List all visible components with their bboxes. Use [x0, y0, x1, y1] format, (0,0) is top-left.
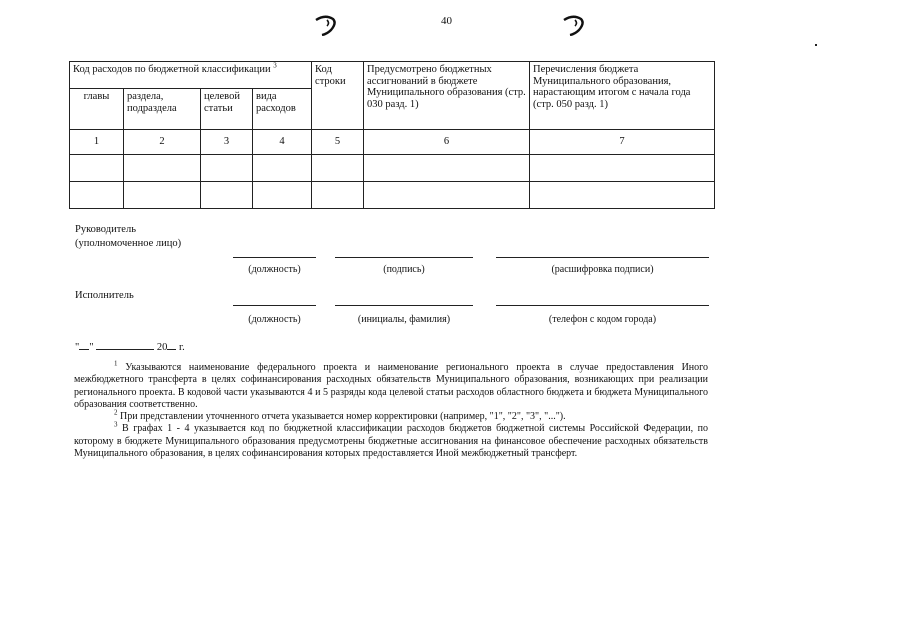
- head-label: Руководитель (уполномоченное лицо): [75, 224, 182, 249]
- head-name-line[interactable]: [496, 257, 709, 258]
- head-signature-line[interactable]: [335, 257, 473, 258]
- table-cell[interactable]: [530, 182, 715, 209]
- footnote-2: $^2$ При представлении уточненного отчета указывается номер корректировки (например, "1", "2", "3", "...").: [114, 408, 566, 423]
- table-cell[interactable]: [312, 182, 364, 209]
- table-cell[interactable]: [364, 155, 530, 182]
- year-blank[interactable]: [167, 340, 176, 350]
- executor-phone-line[interactable]: [496, 305, 709, 306]
- transfers-header: Перечисления бюджета Муниципального образования, нарастающим итогом с начала года (стр. 050 разд. 1): [530, 62, 715, 130]
- table-cell[interactable]: [201, 182, 253, 209]
- month-blank[interactable]: [96, 340, 154, 350]
- table-cell[interactable]: [70, 182, 124, 209]
- column-number: 1: [70, 130, 124, 155]
- budget-classification-header: Код расходов по бюджетной классификации $^3$: [70, 62, 312, 89]
- column-number: 7: [530, 130, 715, 155]
- table-cell[interactable]: [253, 155, 312, 182]
- table-row: [70, 182, 715, 209]
- scan-mark-icon: [561, 14, 587, 36]
- column-number: 5: [312, 130, 364, 155]
- executor-position-line[interactable]: [233, 305, 316, 306]
- executor-label: Исполнитель: [75, 290, 134, 301]
- expense-type-header: вида расходов: [253, 89, 312, 130]
- column-number: 3: [201, 130, 253, 155]
- table-cell[interactable]: [312, 155, 364, 182]
- section-header: раздела, подраздела: [124, 89, 201, 130]
- table-row: [70, 155, 715, 182]
- caption-signature: (подпись): [383, 264, 425, 275]
- date-line: " " 20 г.: [75, 342, 185, 353]
- table-cell[interactable]: [124, 182, 201, 209]
- footnote-3: $^3$ В графах 1 - 4 указывается код по бюджетной классификации расходов бюджетов бюджетной системы Российской Федерации, по которому в бюджете Муниципального образования предусмотрены бюджетные ассигнования на финансовое обеспечение расходных обязательств Муниципального образования, в целях софинансирования которых предоставляется Иной межбюджетный трансферт.: [74, 421, 708, 460]
- footnote-ref: 3: [273, 61, 277, 70]
- page-number: 40: [441, 15, 452, 27]
- target-item-header: целевой статьи: [201, 89, 253, 130]
- budget-table: [69, 61, 715, 209]
- scan-dot: [815, 44, 817, 46]
- head-position-line[interactable]: [233, 257, 316, 258]
- table-cell[interactable]: [364, 182, 530, 209]
- caption-position: (должность): [248, 314, 301, 325]
- scan-mark-icon: [313, 14, 339, 36]
- caption-initials-surname: (инициалы, фамилия): [357, 314, 451, 325]
- day-blank[interactable]: [79, 340, 89, 350]
- footnote-1: $^1$ Указываются наименование федерального проекта и наименование регионального проекта в случае предоставления Иного межбюджетного трансферта в целях софинансирования расходных обязательств Муниципального образования, возникающих при реализации регионального проекта. В кодовой части указываются 4 и 5 разряды кода целевой статьи расходов областного бюджета и бюджета Муниципального образования соответственно.: [74, 359, 708, 410]
- table-cell[interactable]: [253, 182, 312, 209]
- caption-phone: (телефон с кодом города): [548, 314, 657, 325]
- caption-position: (должность): [248, 264, 301, 275]
- column-number: 4: [253, 130, 312, 155]
- table-cell[interactable]: [124, 155, 201, 182]
- table-cell[interactable]: [70, 155, 124, 182]
- chapter-header: главы: [70, 89, 124, 130]
- column-number: 2: [124, 130, 201, 155]
- executor-name-line[interactable]: [335, 305, 473, 306]
- footnotes: [74, 359, 708, 460]
- column-number: 6: [364, 130, 530, 155]
- planned-allocations-header: Предусмотрено бюджетных ассигнований в бюджете Муниципального образования (стр. 030 разд. 1): [364, 62, 530, 130]
- caption-signature-decoding: (расшифровка подписи): [551, 264, 654, 275]
- row-code-header: Код строки: [312, 62, 364, 130]
- table-cell[interactable]: [530, 155, 715, 182]
- table-cell[interactable]: [201, 155, 253, 182]
